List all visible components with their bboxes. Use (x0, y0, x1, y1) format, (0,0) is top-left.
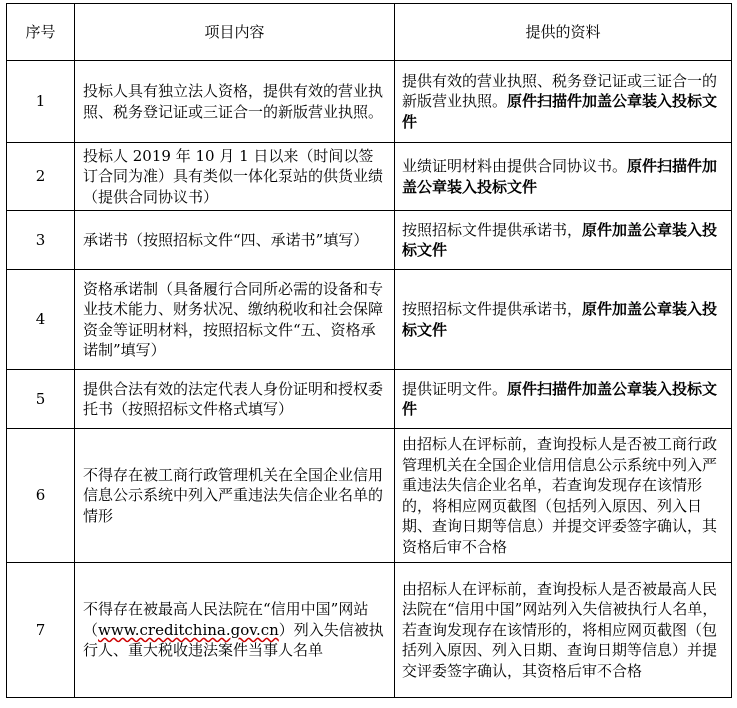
materials-emphasis: 原件加盖公章装入投标文件 (402, 300, 718, 339)
materials-emphasis: 原件扫描件加盖公章装入投标文件 (402, 379, 718, 418)
table-row (7, 211, 732, 270)
header-serial-number: 序号 (7, 4, 75, 61)
row-materials (395, 370, 732, 429)
row-number: 4 (7, 270, 75, 370)
row-item: 提供合法有效的法定代表人身份证明和授权委托书（按照招标文件格式填写） (75, 370, 395, 429)
row-number: 7 (7, 563, 75, 698)
row-item (75, 563, 395, 698)
row-materials (395, 61, 732, 143)
table-row (7, 143, 732, 211)
materials-text: 按照招标文件提供承诺书， (402, 220, 583, 239)
materials-text: 由招标人在评标前，查询投标人是否被工商行政管理机关在全国企业信用信息公示系统中列入严重违法失信企业名单，若查询发现存在该情形的，将相应网页截图（包括列入原因、列入日期、查询日期等信息）并提交评委签字确认，其资格后审不合格 (402, 435, 718, 556)
materials-text: 由招标人在评标前，查询投标人是否被最高人民法院在“信用中国”网站列入失信被执行人名单，若查询发现存在该情形的，将相应网页截图（包括列入原因、列入日期、查询日期等信息）并提交评委签字确认，其资格后审不合格 (402, 579, 718, 680)
qualification-table (6, 3, 732, 698)
materials-text: 按照招标文件提供承诺书， (402, 300, 583, 318)
materials-text: 业绩证明材料由提供合同协议书。 (402, 157, 628, 175)
row-number: 1 (7, 61, 75, 143)
table-row (7, 563, 732, 698)
materials-emphasis: 原件扫描件加盖公章装入投标文件 (402, 157, 718, 196)
header-provided-materials: 提供的资料 (395, 4, 732, 61)
table-header (7, 4, 732, 61)
table-row (7, 370, 732, 429)
row-materials (395, 211, 732, 270)
document-page (6, 3, 731, 698)
materials-emphasis: 原件加盖公章装入投标文件 (402, 220, 718, 259)
row-number: 2 (7, 143, 75, 211)
row-item: 承诺书（按照招标文件“四、承诺书”填写） (75, 211, 395, 270)
row-item: 投标人 2019 年 10 月 1 日以来（时间以签订合同为准）具有类似一体化泵站的供货业绩（提供合同协议书） (75, 143, 395, 211)
row-materials (395, 143, 732, 211)
table-row (7, 429, 732, 563)
row-item: 不得存在被工商行政管理机关在全国企业信用信息公示系统中列入严重违法失信企业名单的情形 (75, 429, 395, 563)
item-text: ）列入失信被执行人、重大税收违法案件当事人名单 (83, 620, 384, 660)
row-number: 3 (7, 211, 75, 270)
row-item: 投标人具有独立法人资格，提供有效的营业执照、税务登记证或三证合一的新版营业执照。 (75, 61, 395, 143)
row-number: 5 (7, 370, 75, 429)
row-materials (395, 429, 732, 563)
materials-text: 提供有效的营业执照、税务登记证或三证合一的新版营业执照。 (402, 71, 718, 111)
materials-emphasis: 原件扫描件加盖公章装入投标文件 (402, 92, 718, 131)
materials-text: 提供证明文件。 (402, 379, 508, 398)
item-text: 不得存在被最高人民法院在“信用中国”网站（ (83, 600, 369, 639)
row-materials (395, 270, 732, 370)
creditchina-url: www.creditchina.gov.cn (98, 620, 279, 639)
row-number: 6 (7, 429, 75, 563)
header-item-content: 项目内容 (75, 4, 395, 61)
table-row (7, 61, 732, 143)
row-materials (395, 563, 732, 698)
row-item: 资格承诺制（具备履行合同所必需的设备和专业技术能力、财务状况、缴纳税收和社会保障资金等证明材料，按照招标文件“五、资格承诺制”填写） (75, 270, 395, 370)
table-row (7, 270, 732, 370)
